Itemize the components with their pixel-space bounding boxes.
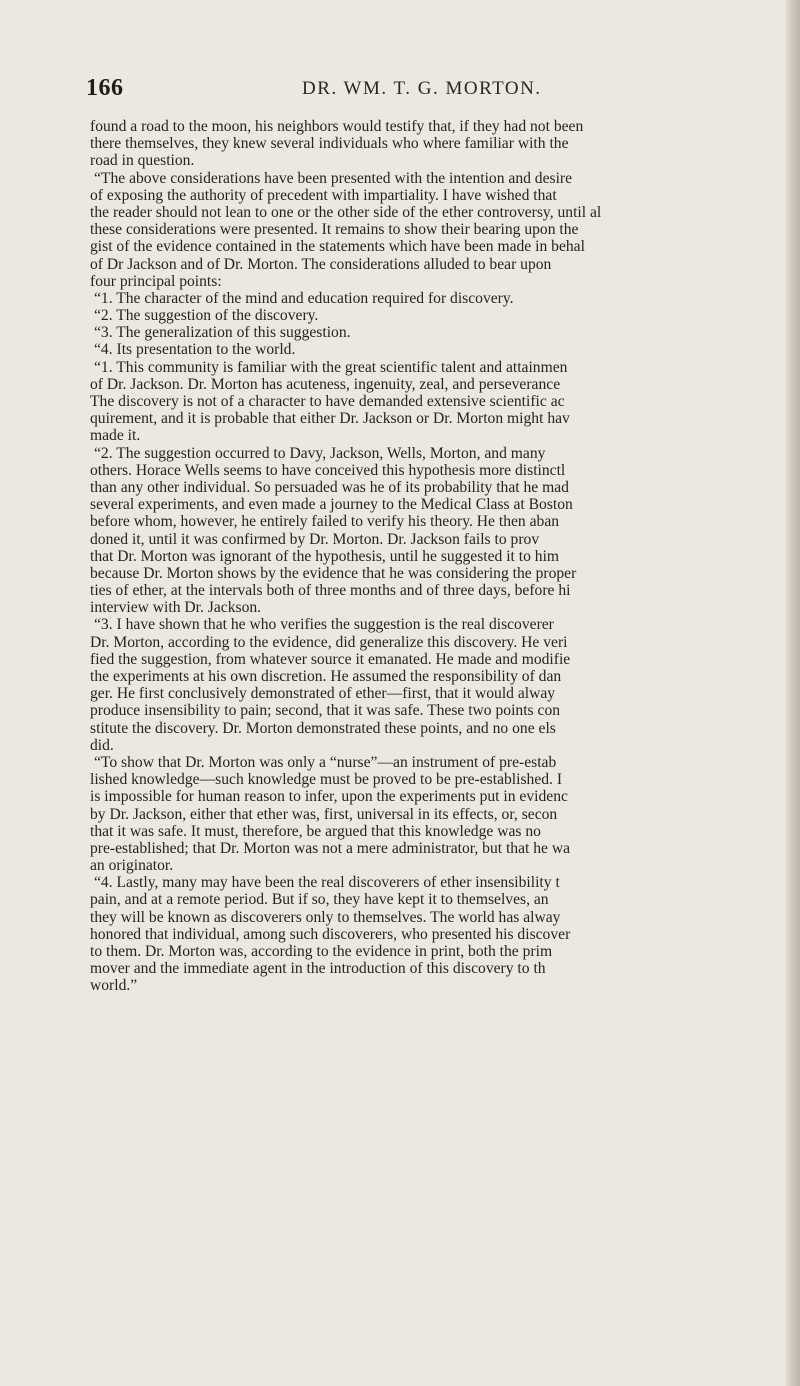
text-line: “4. Its presentation to the world. (94, 341, 296, 359)
text-line: ties of ether, at the intervals both of three months and of three days, before hi (90, 582, 571, 600)
text-line: because Dr. Morton shows by the evidence that he was considering the proper (90, 564, 577, 582)
text-line: interview with Dr. Jackson. (90, 599, 262, 617)
text-line: four principal points: (90, 272, 222, 290)
text-line: of exposing the authority of precedent with impartiality. I have wished that (90, 186, 557, 204)
text-line: stitute the discovery. Dr. Morton demonstrated these points, and no one els (90, 719, 556, 737)
page-binding-edge (786, 0, 800, 1386)
text-line: they will be known as discoverers only to themselves. The world has alway (90, 908, 561, 926)
page-header (86, 75, 786, 105)
text-line: “2. The suggestion occurred to Davy, Jackson, Wells, Morton, and many (94, 444, 546, 462)
text-line: an originator. (90, 857, 174, 875)
text-line: did. (90, 736, 114, 754)
text-line: by Dr. Jackson, either that ether was, first, universal in its effects, or, secon (90, 805, 558, 823)
text-line: “4. Lastly, many may have been the real discoverers of ether insensibility t (94, 874, 560, 892)
text-line: quirement, and it is probable that either Dr. Jackson or Dr. Morton might hav (90, 410, 570, 428)
text-line: fied the suggestion, from whatever source it emanated. He made and modifie (90, 650, 571, 668)
text-line: that Dr. Morton was ignorant of the hypothesis, until he suggested it to him (90, 547, 560, 565)
text-line: produce insensibility to pain; second, that it was safe. These two points con (90, 702, 561, 720)
text-line: doned it, until it was confirmed by Dr. Morton. Dr. Jackson fails to prov (90, 530, 540, 548)
text-line: world.” (90, 977, 138, 995)
text-line: that it was safe. It must, therefore, be argued that this knowledge was no (90, 822, 541, 840)
text-line: these considerations were presented. It remains to show their bearing upon the (90, 221, 579, 239)
text-line: mover and the immediate agent in the introduction of this discovery to th (90, 960, 546, 978)
text-line: “3. The generalization of this suggestion. (94, 324, 351, 342)
text-line: “2. The suggestion of the discovery. (94, 307, 319, 325)
text-line: the experiments at his own discretion. He assumed the responsibility of dan (90, 668, 562, 685)
text-line: “3. I have shown that he who verifies the suggestion is the real discoverer (94, 616, 554, 634)
text-line: “1. This community is familiar with the great scientific talent and attainmen (94, 358, 568, 376)
text-line: ger. He first conclusively demonstrated of ether—first, that it would alway (90, 685, 556, 703)
text-line: pain, and at a remote period. But if so, they have kept it to themselves, an (90, 891, 549, 909)
text-line: “1. The character of the mind and education required for discovery. (94, 289, 514, 307)
text-line: made it. (90, 427, 141, 445)
text-line: honored that individual, among such discoverers, who presented his discover (90, 925, 571, 943)
text-line: found a road to the moon, his neighbors would testify that, if they had not been (90, 118, 584, 135)
text-line: several experiments, and even made a journey to the Medical Class at Boston (90, 496, 573, 514)
text-line: the reader should not lean to one or the other side of the ether controversy, until al (90, 203, 602, 221)
text-line: than any other individual. So persuaded was he of its probability that he mad (90, 478, 569, 496)
text-line: Dr. Morton, according to the evidence, did generalize this discovery. He veri (90, 633, 568, 651)
text-line: of Dr Jackson and of Dr. Morton. The considerations alluded to bear upon (90, 255, 552, 273)
text-line: “The above considerations have been presented with the intention and desire (94, 169, 573, 187)
text-line: is impossible for human reason to infer, upon the experiments put in evidenc (90, 788, 568, 806)
text-line: “To show that Dr. Morton was only a “nurse”—an instrument of pre-estab (94, 753, 557, 771)
text-line: road in question. (90, 152, 195, 170)
text-line: of Dr. Jackson. Dr. Morton has acuteness, ingenuity, zeal, and perseverance (90, 375, 561, 393)
text-line: The discovery is not of a character to have demanded extensive scientific ac (90, 393, 565, 410)
body-text (90, 118, 796, 995)
running-head: DR. WM. T. G. MORTON. (302, 78, 542, 99)
page-number: 166 (86, 75, 124, 101)
text-line: pre-established; that Dr. Morton was not a mere administrator, but that he wa (90, 839, 571, 857)
text-line: to them. Dr. Morton was, according to the evidence in print, both the prim (90, 943, 553, 960)
text-line: lished knowledge—such knowledge must be proved to be pre-established. I (90, 771, 563, 789)
text-line: there themselves, they knew several individuals who where familiar with the (90, 135, 569, 153)
text-line: before whom, however, he entirely failed to verify his theory. He then aban (90, 513, 560, 531)
text-line: gist of the evidence contained in the statements which have been made in behal (90, 238, 585, 256)
text-line: others. Horace Wells seems to have conceived this hypothesis more distinctl (90, 461, 566, 479)
